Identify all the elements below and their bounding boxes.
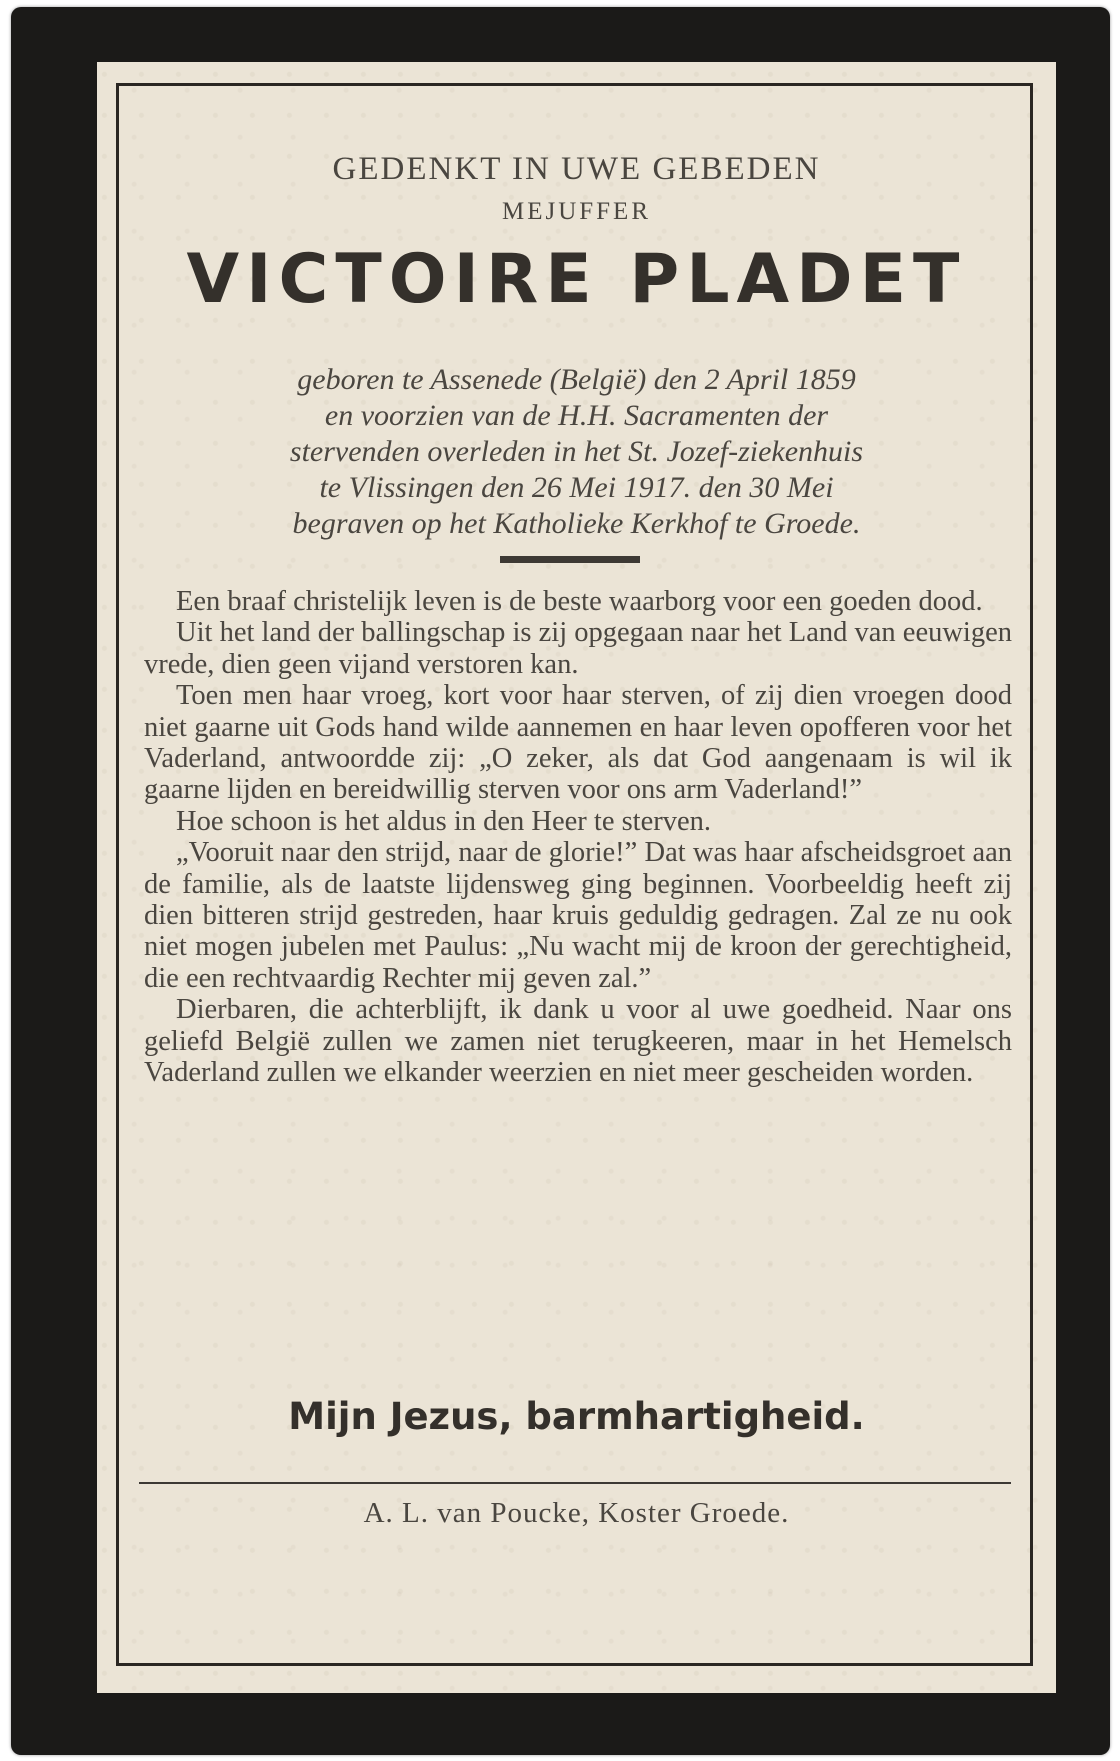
paragraph: Uit het land der ballingschap is zij opgegaan naar het Land van eeuwigen vrede, dien geen vijand verstoren kan.: [144, 617, 1012, 680]
biography: [142, 362, 1011, 542]
memorial-card: [11, 7, 1110, 1755]
bio-line: begraven op het Katholieke Kerkhof te Groede.: [292, 507, 861, 540]
footer-divider: [139, 1482, 1011, 1484]
printer-credit: A. L. van Poucke, Koster Groede.: [363, 1497, 790, 1529]
bio-line: stervenden overleden in het St. Jozef-ziekenhuis: [289, 435, 864, 468]
paragraph: „Vooruit naar den strijd, naar de glorie!” Dat was haar afscheidsgroet aan de familie, als de laatste lijdensweg ging beginnen. Voorbeeldig heeft zij dien bitteren strijd gestreden, haar kruis geduldig gedragen. Zal ze nu ook niet mogen jubelen met Paulus: „Nu wacht mij de kroon der gerechtigheid, die een rechtvaardig Rechter mij geven zal.”: [144, 837, 1012, 994]
paragraph: Hoe schoon is het aldus in den Heer te sterven.: [176, 805, 712, 837]
bio-line: en voorzien van de H.H. Sacramenten der: [324, 399, 829, 432]
paragraph: Een braaf christelijk leven is de beste waarborg voor een goeden dood.: [176, 586, 983, 617]
bio-line: te Vlissingen den 26 Mei 1917. den 30 Mei: [319, 471, 834, 504]
paragraph: Dierbaren, die achterblijft, ik dank u voor al uwe goedheid. Naar ons geliefd België zullen we zamen niet terugkeeren, maar in het Hemelsch Vaderland zullen we elkander weerzien en niet meer gescheiden worden.: [144, 994, 1012, 1089]
body-text: [144, 586, 1012, 1089]
card-paper: [97, 62, 1056, 1693]
heading: GEDENKT IN UWE GEBEDEN: [332, 151, 821, 187]
bio-line: geboren te Assenede (België) den 2 April 1859: [297, 363, 856, 396]
deceased-name: VICTOIRE PLADET: [186, 240, 967, 319]
paragraph: Toen men haar vroeg, kort voor haar sterven, of zij dien vroegen dood niet gaarne uit Gods hand wilde aannemen en haar leven opofferen voor het Vaderland, antwoordde zij: „O zeker, als dat God aangenaam is wil ik gaarne lijden en bereidwillig sterven voor ons arm Vaderland!”: [144, 680, 1012, 806]
closing-prayer: Mijn Jezus, barmhartigheid.: [288, 1395, 865, 1438]
title-prefix: MEJUFFER: [501, 198, 652, 225]
short-divider: [500, 556, 640, 563]
